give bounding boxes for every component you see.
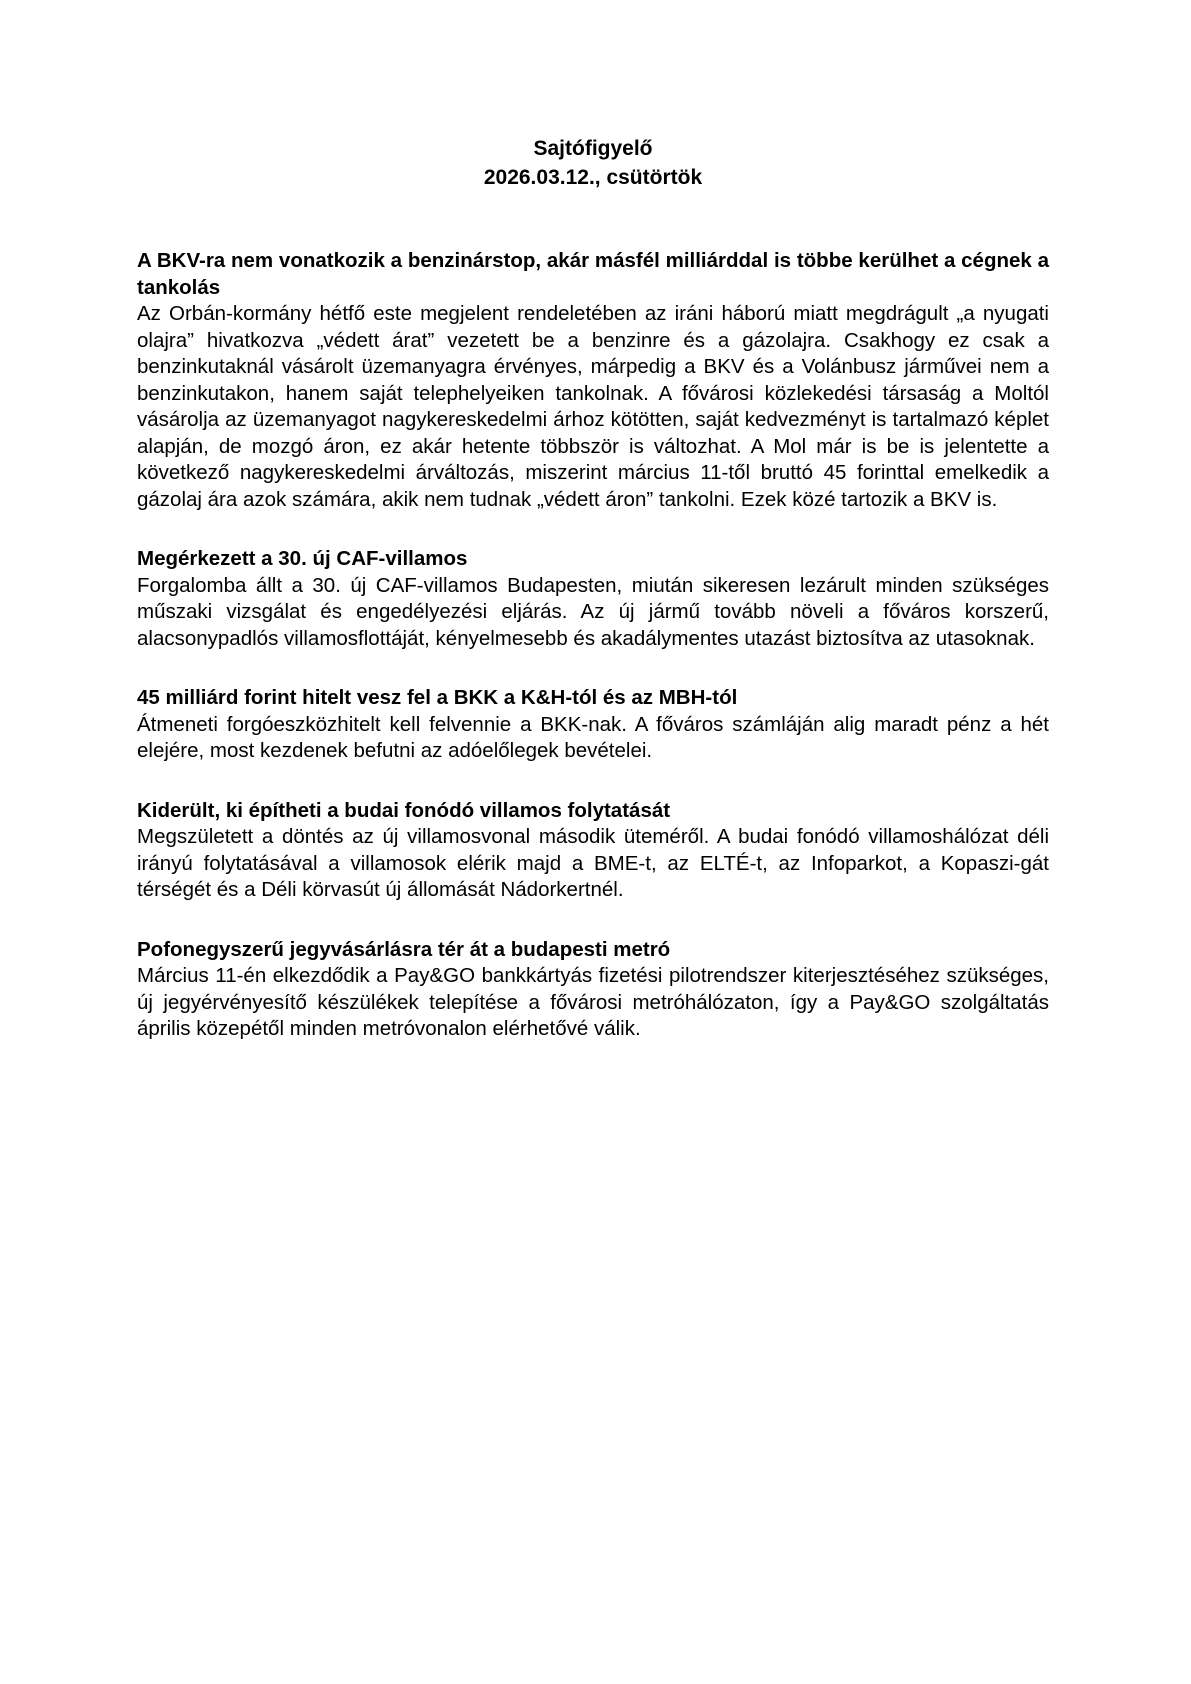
news-section-metro-jegyvasarlas bbox=[137, 937, 1049, 1043]
news-section-bkk-hitel bbox=[137, 685, 1049, 765]
section-body: Átmeneti forgóeszközhitelt kell felvennie a BKK-nak. A főváros számláján alig maradt pénz a hét elejére, most kezdenek befutni az adóelőlegek bevételei. bbox=[137, 712, 1049, 762]
section-body: Megszületett a döntés az új villamosvonal második üteméről. A budai fonódó villamoshálózat déli irányú folytatásával a villamosok elérik majd a BME-t, az ELTÉ-t, az Infoparkot, a Kopaszi-gát térségét és a Déli körvasút új állomását Nádorkertnél. bbox=[137, 825, 1049, 901]
document-header bbox=[137, 134, 1049, 192]
section-heading: A BKV-ra nem vonatkozik a benzinárstop, akár másfél milliárddal is többe kerülhet a cégnek a tankolás bbox=[137, 249, 1049, 299]
section-body: Március 11-én elkezdődik a Pay&GO bankkártyás fizetési pilotrendszer kiterjesztéséhez szükséges, új jegyérvényesítő készülékek telepítése a fővárosi metróhálózaton, így a Pay&GO szolgáltatás április közepétől minden metróvonalon elérhetővé válik. bbox=[137, 964, 1049, 1040]
section-heading: Pofonegyszerű jegyvásárlásra tér át a budapesti metró bbox=[137, 937, 671, 961]
section-heading: 45 milliárd forint hitelt vesz fel a BKK a K&H-tól és az MBH-tól bbox=[137, 686, 738, 709]
document-date: 2026.03.12., csütörtök bbox=[483, 166, 703, 189]
news-section-benzinarstop bbox=[137, 248, 1049, 513]
news-section-fonodo-villamos bbox=[137, 798, 1049, 904]
section-body: Forgalomba állt a 30. új CAF-villamos Budapesten, miután sikeresen lezárult minden szükséges műszaki vizsgálat és engedélyezési eljárás. Az új jármű tovább növeli a főváros korszerű, alacsonypadlós villamosflottáját, kényelmesebb és akadálymentes utazást biztosítva az utasoknak. bbox=[137, 573, 1049, 650]
news-section-caf-villamos bbox=[137, 546, 1049, 652]
section-body: Az Orbán-kormány hétfő este megjelent rendeletében az iráni háború miatt megdrágult „a nyugati olajra” hivatkozva „védett árat” vezetett be a benzinre és a gázolajra. Csakhogy ez csak a benzinkutaknál vásárolt üzemanyagra érvényes, márpedig a BKV és a Volánbusz járművei nem a benzinkutakon, hanem saját telephelyeiken tankolnak. A fővárosi közlekedési társaság a Moltól vásárolja az üzemanyagot nagykereskedelmi árhoz kötötten, saját kedvezményt is tartalmazó képlet alapján, de mozgó áron, ez akár hetente többször is változhat. A Mol már is be is jelentette a következő nagykereskedelmi árváltozás, miszerint március 11-től bruttó 45 forinttal emelkedik a gázolaj ára azok számára, akik nem tudnak „védett áron” tankolni. Ezek közé tartozik a BKV is. bbox=[137, 302, 1049, 511]
section-heading: Megérkezett a 30. új CAF-villamos bbox=[137, 547, 468, 570]
section-heading: Kiderült, ki építheti a budai fonódó villamos folytatását bbox=[137, 798, 671, 822]
document-title: Sajtófigyelő bbox=[533, 137, 653, 160]
